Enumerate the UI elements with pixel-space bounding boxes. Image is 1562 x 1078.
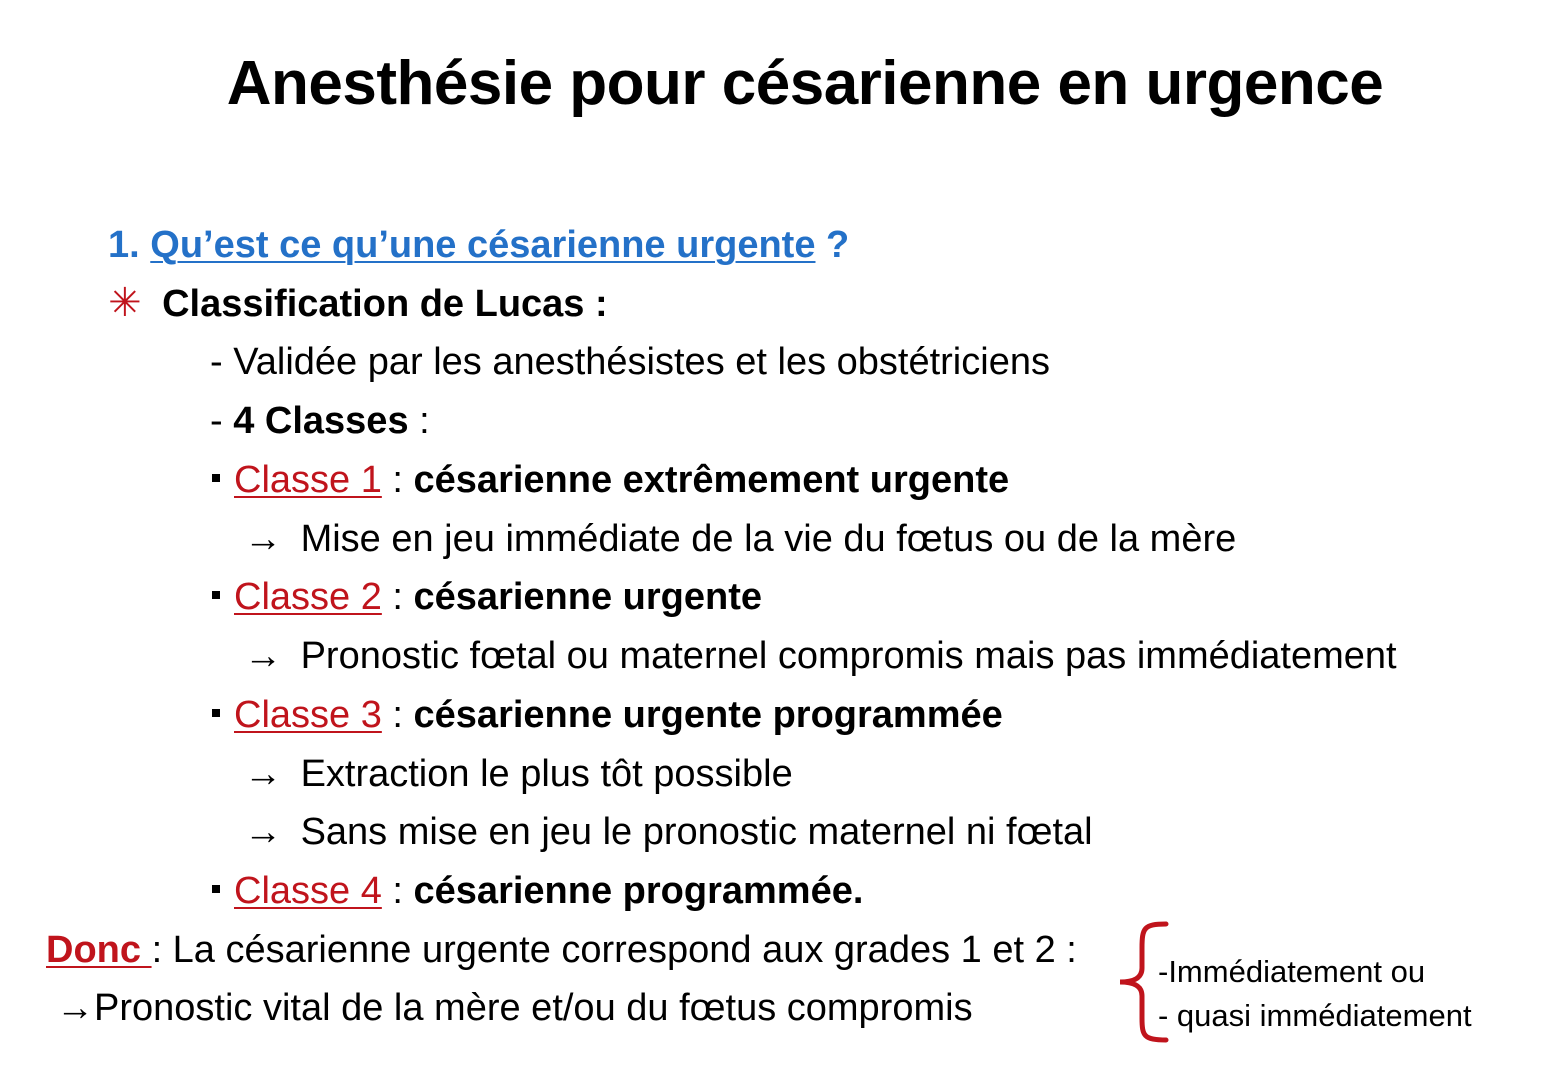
class-label[interactable]: Classe 1 [234, 459, 382, 501]
arrow-icon: → [244, 753, 282, 795]
class-separator: : [381, 459, 414, 501]
class-3-note-2 [244, 809, 1093, 855]
class-label[interactable]: Classe 2 [234, 576, 382, 618]
section-heading [108, 222, 849, 268]
point-bold-text: 4 Classes [233, 400, 409, 442]
class-separator: : [381, 694, 414, 736]
class-1-note-1 [244, 516, 1236, 562]
dash-marker: - [210, 341, 223, 383]
class-3-note-1 [244, 751, 793, 797]
class-separator: : [381, 870, 414, 912]
asterisk-icon: ✳ [108, 281, 142, 325]
class-item-1 [212, 457, 1009, 503]
class-description: césarienne programmée. [413, 870, 864, 912]
slide-title: Anesthésie pour césarienne en urgence [226, 49, 1384, 118]
brace-item-2: - quasi immédiatement [1158, 998, 1472, 1033]
classification-label: Classification de Lucas : [162, 283, 608, 325]
class-note-text: Mise en jeu immédiate de la vie du fœtus ou de la mère [300, 518, 1237, 560]
class-item-2 [212, 574, 762, 620]
arrow-icon: → [56, 987, 94, 1029]
class-item-4 [212, 868, 863, 914]
dash-marker: - [210, 400, 223, 442]
point-classes [210, 398, 430, 444]
arrow-icon: → [244, 635, 282, 677]
point-text: Validée par les anesthésistes et les obstétriciens [233, 341, 1050, 383]
square-bullet-icon [212, 885, 220, 893]
class-note-text: Extraction le plus tôt possible [300, 753, 793, 795]
arrow-icon: → [244, 811, 282, 853]
brace-item-1: -Immédiatement ou [1158, 954, 1426, 989]
section-question-mark: ? [826, 224, 850, 266]
point-suffix: : [408, 400, 430, 442]
conclusion-line-2 [56, 985, 973, 1031]
conclusion-detail: Pronostic vital de la mère et/ou du fœtus compromis [94, 987, 973, 1029]
conclusion-text: : La césarienne urgente correspond aux grades 1 et 2 : [151, 929, 1077, 971]
class-label[interactable]: Classe 4 [234, 870, 382, 912]
class-separator: : [381, 576, 414, 618]
section-heading-link[interactable]: Qu’est ce qu’une césarienne urgente [150, 224, 816, 266]
square-bullet-icon [212, 591, 220, 599]
arrow-icon: → [244, 518, 282, 560]
class-description: césarienne urgente programmée [413, 694, 1003, 736]
point-validated [210, 339, 1050, 385]
square-bullet-icon [212, 474, 220, 482]
section-number: 1. [108, 224, 140, 266]
class-note-text: Sans mise en jeu le pronostic maternel ni fœtal [300, 811, 1093, 853]
class-note-text: Pronostic fœtal ou maternel compromis mais pas immédiatement [300, 635, 1397, 677]
class-description: césarienne urgente [413, 576, 763, 618]
class-label[interactable]: Classe 3 [234, 694, 382, 736]
class-description: césarienne extrêmement urgente [413, 459, 1010, 501]
conclusion-line [46, 927, 1077, 973]
class-item-3 [212, 692, 1003, 738]
conclusion-label: Donc [46, 929, 152, 971]
square-bullet-icon [212, 709, 220, 717]
classification-line [108, 280, 608, 327]
class-2-note-1 [244, 633, 1397, 679]
